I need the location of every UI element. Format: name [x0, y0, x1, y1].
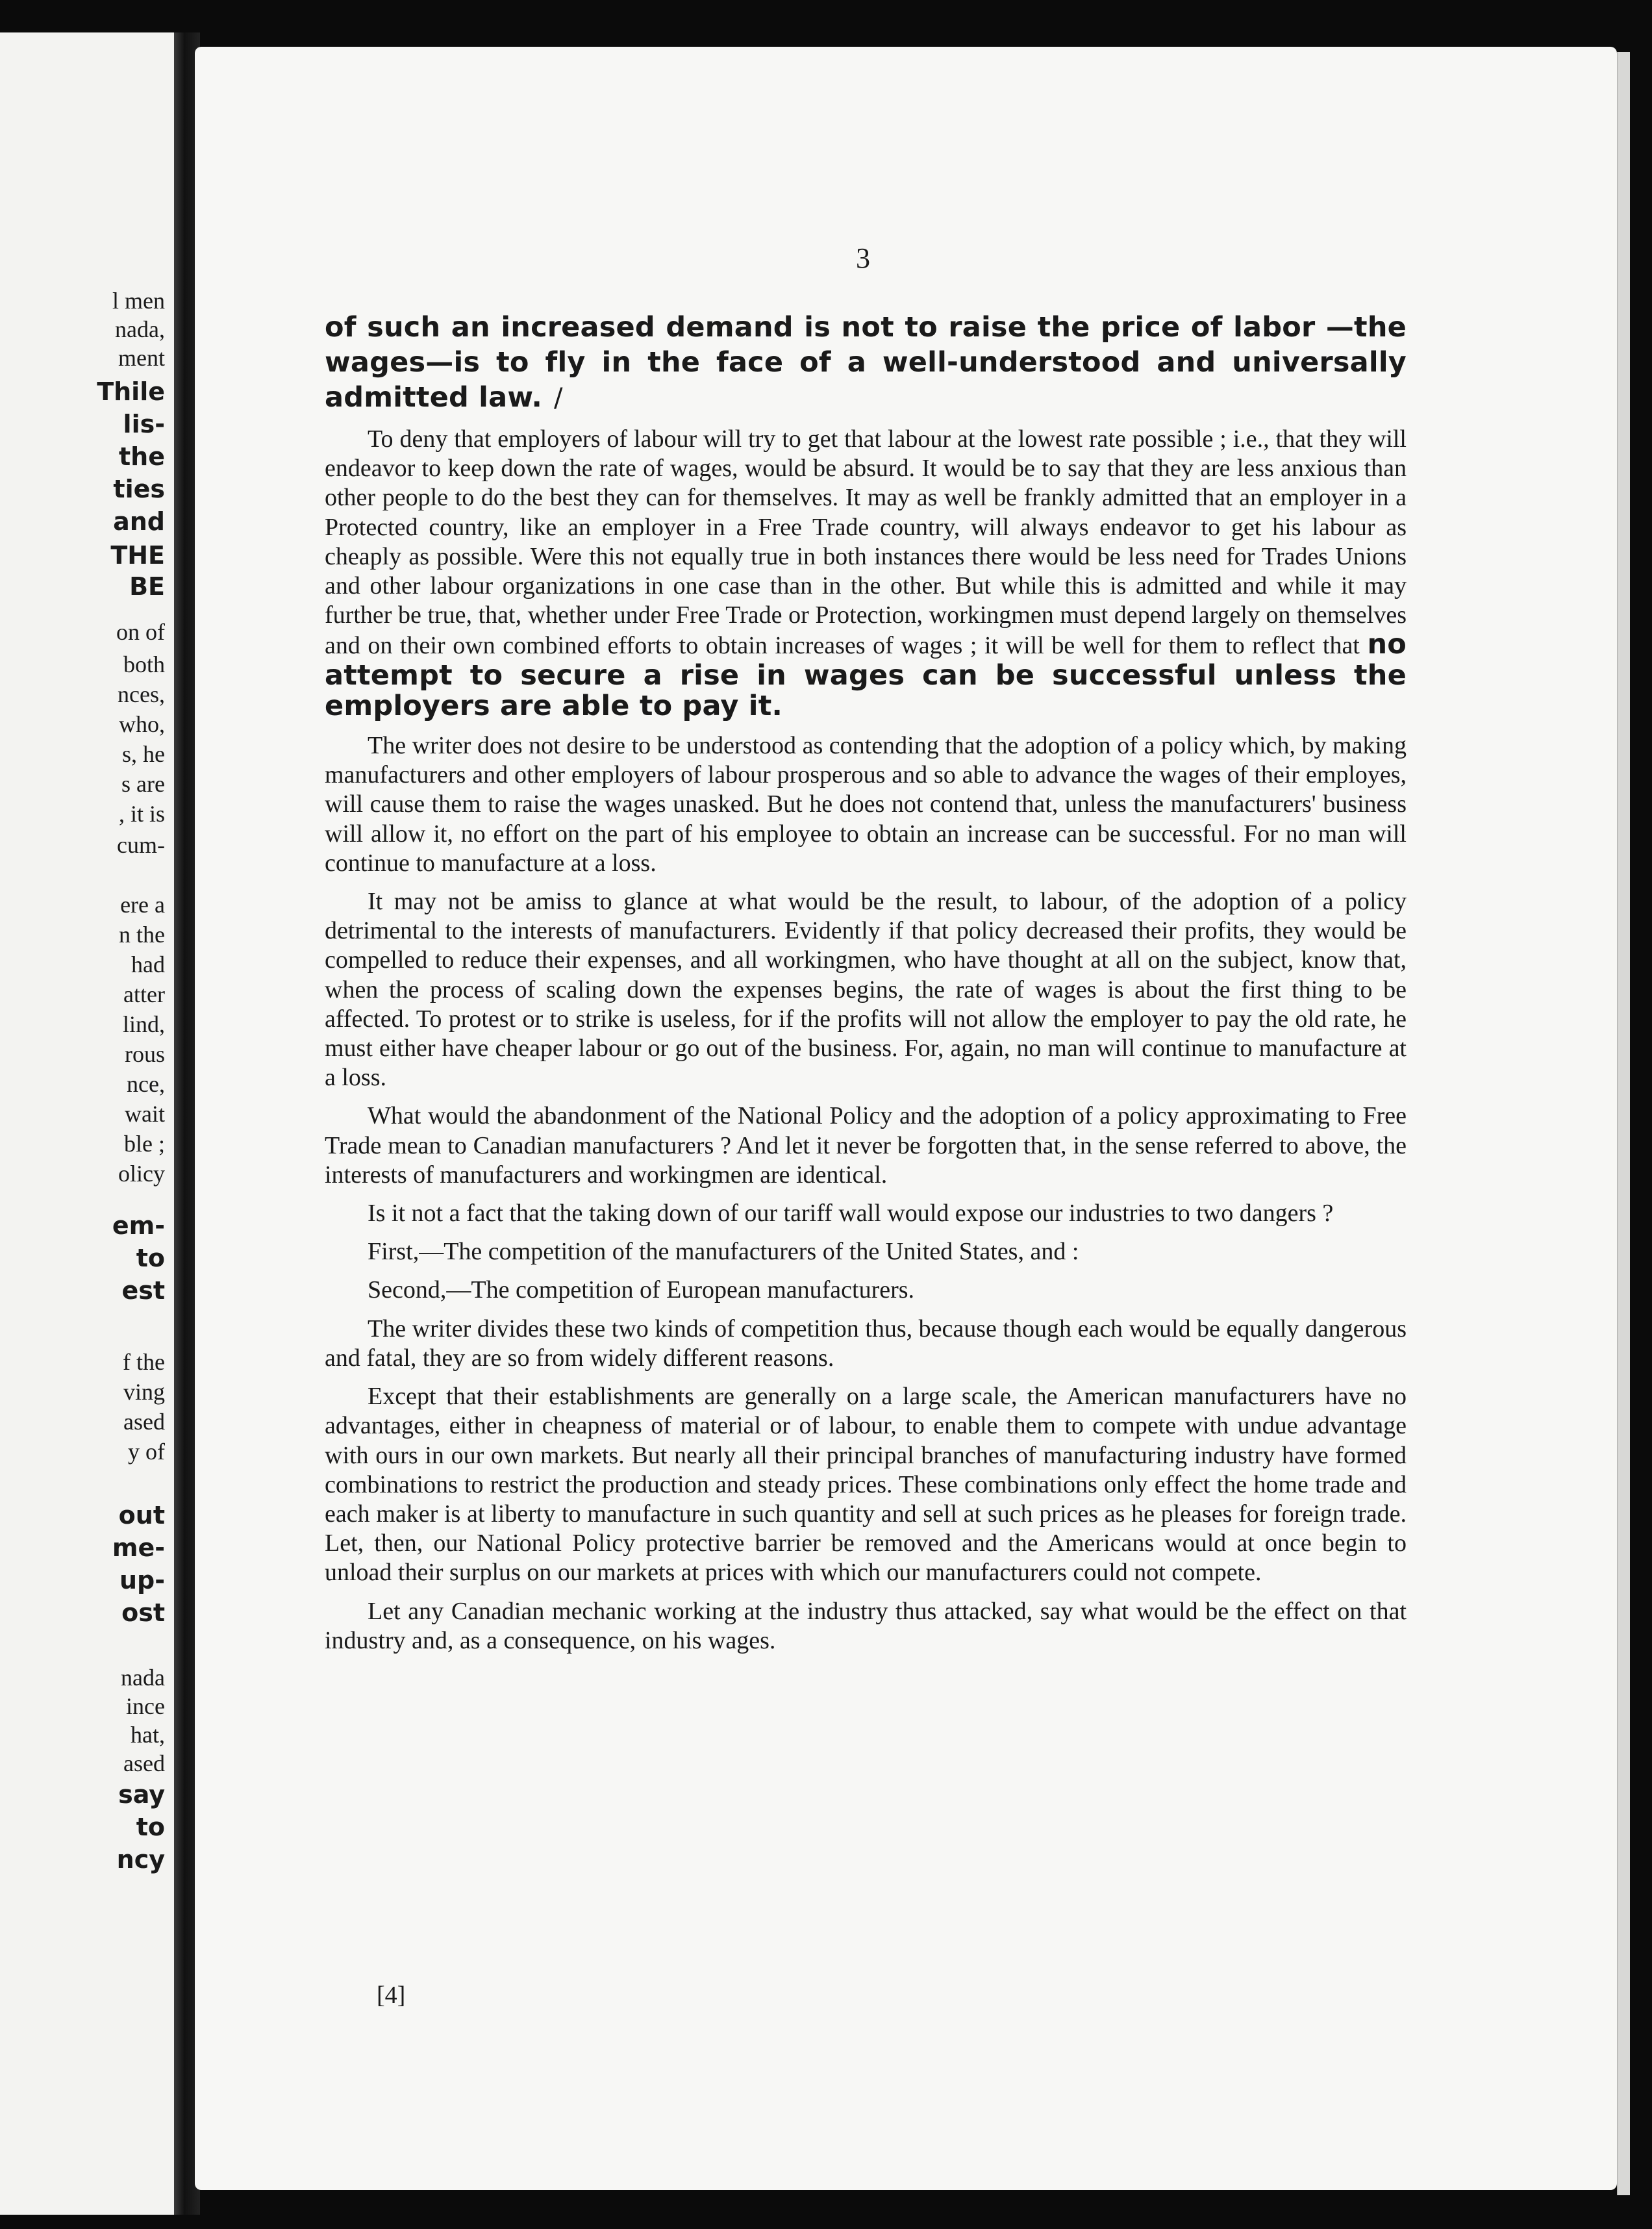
left-page-fragment: l men — [112, 288, 165, 314]
left-page-fragment: ased — [123, 1750, 165, 1776]
left-page-fragment: f the — [123, 1349, 165, 1375]
paragraph-2: The writer does not desire to be understood as contending that the adoption of a policy which, by making manufacturers and other employers of labour prosperous and so able to advance the wages of their employes, will cause them to raise the wages unasked. But he does not contend that, unless the manufacturers' business will allow it, no effort on the part of his employee to obtain an increase can be successful. For no man will continue to manufacture at a loss. — [325, 732, 1407, 877]
left-facing-page — [0, 32, 174, 2215]
left-page-fragment: me- — [112, 1533, 165, 1562]
left-page-fragment: ost — [121, 1598, 165, 1627]
left-page-fragment: nces, — [118, 681, 165, 707]
left-page-fragment: wait — [125, 1101, 165, 1127]
left-page-fragment: to — [136, 1813, 165, 1841]
left-page-fragment: est — [121, 1276, 165, 1305]
left-page-fragment: ince — [126, 1693, 165, 1719]
left-page-fragment: ment — [118, 345, 165, 371]
left-page-fragment: hat, — [131, 1722, 165, 1748]
paragraph-10: Let any Canadian mechanic working at the industry thus attacked, say what would be the effect on that industry and, as a consequence, on his wages. — [325, 1597, 1407, 1654]
left-page-fragment: lind, — [122, 1011, 165, 1037]
left-page-fragment: , it is — [118, 801, 165, 827]
left-page-fragment: nada — [121, 1665, 165, 1691]
left-page-fragment: ties — [113, 475, 165, 503]
signature-mark: [4] — [377, 1982, 406, 2009]
check-mark: / — [554, 383, 563, 413]
left-page-fragment: rous — [125, 1041, 165, 1067]
left-page-fragment: had — [131, 951, 165, 977]
left-page-fragment: who, — [119, 711, 165, 737]
paragraph-5: Is it not a fact that the taking down of our tariff wall would expose our industries to two dangers ? — [368, 1200, 1334, 1228]
paragraph-second-danger: Second,—The competition of European manufacturers. — [368, 1276, 915, 1304]
left-page-fragment: ncy — [116, 1845, 165, 1874]
left-page-fragment: up- — [119, 1566, 165, 1594]
left-page-fragment: THE — [110, 541, 165, 570]
left-page-fragment: atter — [123, 981, 165, 1007]
left-page-fragment: olicy — [118, 1161, 165, 1187]
left-page-fragment: the — [119, 442, 165, 471]
left-page-fragment: lis- — [123, 410, 165, 438]
paragraph-9: Except that their establishments are generally on a large scale, the American manufacturers have no advantages, either in cheapness of material or of labour, to enable them to compete with undue advantage with ours in our own markets. But nearly all their principal branches of manufacturing industry have formed combinations to restrict the production and steady prices. These combinations only effect the home trade and each maker is at liberty to manufacture in such quantity and sell at such prices as he pleases for foreign trade. Let, then, our National Policy protective barrier be removed and the Americans would at once begin to unload their surplus on our markets at prices with which our manufacturers could not compete. — [325, 1383, 1407, 1587]
left-page-fragment: s, he — [122, 741, 165, 767]
page-number: 3 — [856, 242, 870, 274]
left-page-fragment: and — [113, 507, 165, 536]
left-page-fragment: nada, — [115, 316, 165, 342]
paragraph-1-bold-tail: no attempt to secure a rise in wages can be successful unless the employers are able to pay it. — [325, 628, 1407, 722]
left-page-fragment: say — [118, 1780, 165, 1809]
paragraph-3: It may not be amiss to glance at what would be the result, to labour, of the adoption of a policy detrimental to the interests of manufacturers. Evidently if that policy decreased their profits, they would be compelled to reduce their expenses, and all workingmen, who have thought at all on the subject, know that, when the process of scaling down the expenses begins, the rate of wages is about the first thing to be affected. To protest or to strike is useless, for if the profits will not allow the employer to pay the old rate, he must either have cheaper labour or go out of the business. For, again, no man will continue to manufacture at a loss. — [325, 888, 1407, 1092]
left-page-fragment: n the — [119, 922, 165, 948]
page-body — [325, 310, 1407, 1665]
left-page-fragment: cum- — [117, 832, 165, 858]
paragraph-1 — [325, 425, 1407, 722]
paragraph-first-danger: First,—The competition of the manufacturers of the United States, and : — [368, 1238, 1079, 1266]
left-page-fragment: ased — [123, 1409, 165, 1435]
left-page-fragment: ere a — [120, 892, 165, 918]
left-page-fragment: to — [136, 1244, 165, 1272]
page-edge — [1617, 52, 1630, 2195]
left-page-fragment: both — [123, 651, 165, 677]
paragraph-1-text: To deny that employers of labour will try to get that labour at the lowest rate possible ; i.e., that they will endeavor to keep down the rate of wages, would be absurd. It would be to say that they are less anxious than other people to do the best they can for themselves. It may as well be frankly admitted that an employer in a Protected country, like an employer in a Free Trade country, will always endeavor to get his labour as cheaply as possible. Were this not equally true in both instances there would be less need for Trades Unions and other labour organizations in one case than in the other. But while this is admitted and while it may further be true, that, whether under Free Trade or Protection, workingmen must depend largely on themselves and on their own combined efforts to obtain increases of wages ; it will be well for them to reflect that — [325, 425, 1407, 660]
left-page-fragment: BE — [129, 572, 165, 601]
left-page-fragment: s are — [121, 771, 165, 797]
opening-paragraph — [325, 310, 1407, 416]
left-page-fragment: out — [118, 1501, 165, 1530]
left-page-fragment: ble ; — [124, 1131, 165, 1157]
left-page-fragment: ving — [123, 1379, 165, 1405]
left-page-fragment: on of — [116, 619, 165, 645]
paragraph-8: The writer divides these two kinds of competition thus, because though each would be equally dangerous and fatal, they are so from widely different reasons. — [325, 1315, 1407, 1372]
opening-bold-text: of such an increased demand is not to raise the price of labor —the wages—is to fly in the face of a well-understood and universally admitted law. — [325, 311, 1407, 414]
left-page-fragment: y of — [128, 1439, 165, 1465]
left-page-fragment: em- — [112, 1211, 165, 1240]
left-page-fragment: nce, — [127, 1071, 165, 1097]
left-page-fragment: Thile — [97, 377, 165, 406]
paragraph-4: What would the abandonment of the National Policy and the adoption of a policy approximating to Free Trade mean to Canadian manufacturers ? And let it never be forgotten that, in the sense referred to above, the interests of manufacturers and workingmen are identical. — [325, 1102, 1407, 1189]
